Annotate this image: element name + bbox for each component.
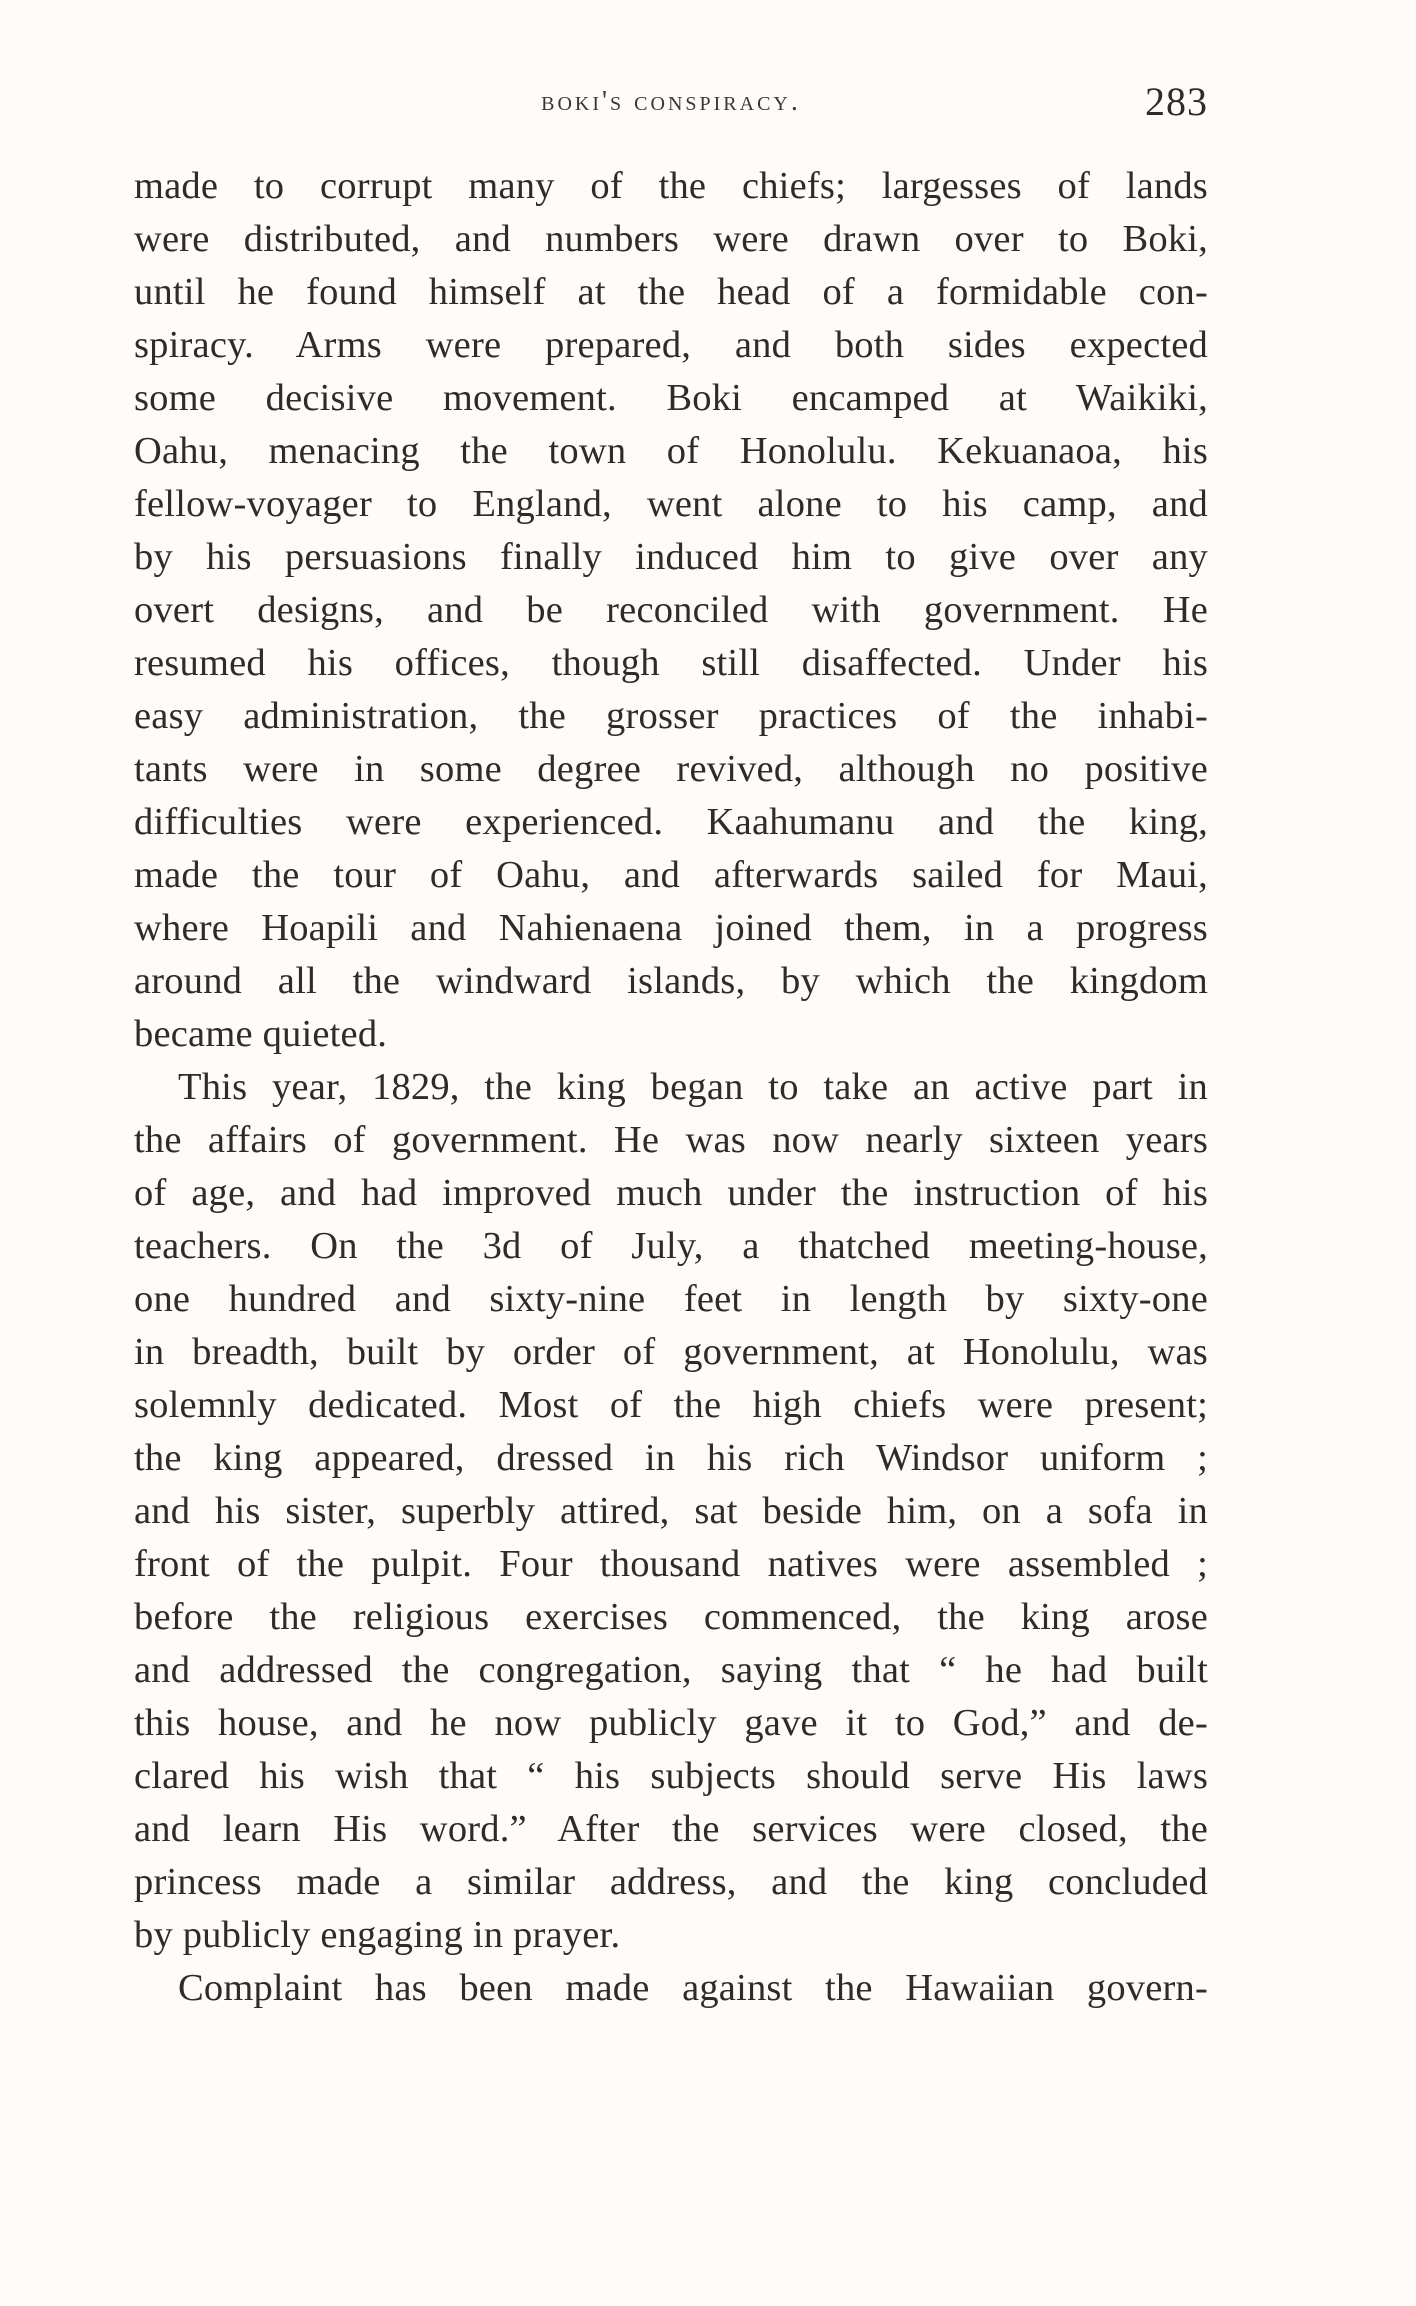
text-line: some decisive movement. Boki encamped at Waikiki, [134, 377, 1208, 419]
text-line: and learn His word.” After the services were closed, the [134, 1808, 1208, 1850]
text-line: where Hoapili and Nahienaena joined them, in a progress [134, 907, 1208, 949]
text-line: of age, and had improved much under the instruction of his [134, 1172, 1208, 1214]
running-title: boki's conspiracy. [541, 86, 801, 117]
text-line: clared his wish that “ his subjects should serve His laws [134, 1755, 1208, 1797]
paragraph-1 [134, 160, 1208, 1061]
text-line: the king appeared, dressed in his rich Windsor uniform ; [134, 1437, 1208, 1479]
text-line: were distributed, and numbers were drawn over to Boki, [134, 218, 1208, 260]
paragraph-2 [134, 1061, 1208, 1962]
text-line: one hundred and sixty-nine feet in length by sixty-one [134, 1278, 1208, 1320]
text-line: became quieted. [134, 1013, 388, 1055]
text-line: This year, 1829, the king began to take an active part in [178, 1066, 1208, 1108]
text-line: this house, and he now publicly gave it to God,” and de- [134, 1702, 1208, 1744]
text-line: before the religious exercises commenced, the king arose [134, 1596, 1208, 1638]
text-line: difficulties were experienced. Kaahumanu and the king, [134, 801, 1208, 843]
text-line: resumed his offices, though still disaffected. Under his [134, 642, 1208, 684]
text-line: by his persuasions finally induced him to give over any [134, 536, 1208, 578]
text-line: in breadth, built by order of government, at Honolulu, was [134, 1331, 1208, 1373]
text-line: the affairs of government. He was now nearly sixteen years [134, 1119, 1208, 1161]
running-head [134, 74, 1208, 130]
text-line: made to corrupt many of the chiefs; largesses of lands [134, 165, 1208, 207]
text-line: teachers. On the 3d of July, a thatched meeting-house, [134, 1225, 1208, 1267]
paragraph-3 [134, 1962, 1208, 2015]
text-line: Complaint has been made against the Hawaiian govern- [178, 1967, 1208, 2009]
text-line: Oahu, menacing the town of Honolulu. Kekuanaoa, his [134, 430, 1208, 472]
text-line: overt designs, and be reconciled with government. He [134, 589, 1208, 631]
page-number: 283 [1145, 79, 1208, 124]
text-line: around all the windward islands, by which the kingdom [134, 960, 1208, 1002]
body-text [134, 160, 1208, 2015]
text-line: solemnly dedicated. Most of the high chiefs were present; [134, 1384, 1208, 1426]
text-line: princess made a similar address, and the king concluded [134, 1861, 1208, 1903]
text-line: easy administration, the grosser practices of the inhabi- [134, 695, 1208, 737]
text-line: made the tour of Oahu, and afterwards sailed for Maui, [134, 854, 1208, 896]
text-line: tants were in some degree revived, although no positive [134, 748, 1208, 790]
text-line: fellow-voyager to England, went alone to his camp, and [134, 483, 1208, 525]
text-line: by publicly engaging in prayer. [134, 1914, 621, 1956]
text-line: spiracy. Arms were prepared, and both sides expected [134, 324, 1208, 366]
text-line: and addressed the congregation, saying that “ he had built [134, 1649, 1208, 1691]
text-line: and his sister, superbly attired, sat beside him, on a sofa in [134, 1490, 1208, 1532]
text-line: until he found himself at the head of a formidable con- [134, 271, 1208, 313]
text-line: front of the pulpit. Four thousand natives were assembled ; [134, 1543, 1208, 1585]
